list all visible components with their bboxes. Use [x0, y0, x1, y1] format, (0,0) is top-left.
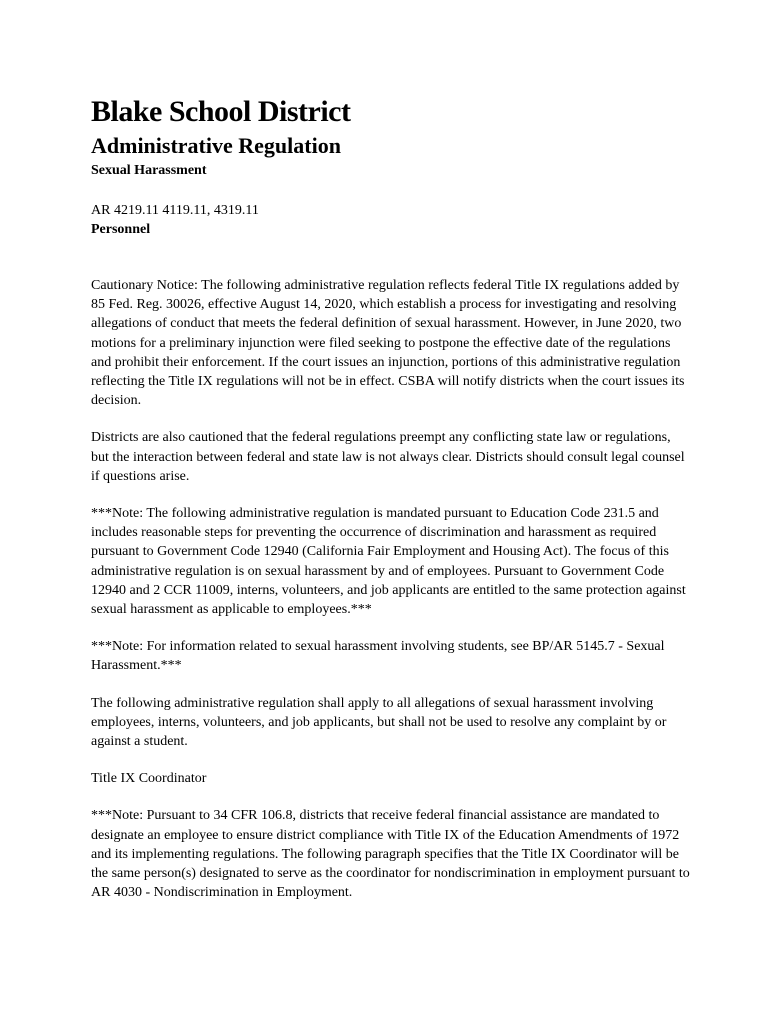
cautionary-notice-paragraph: Cautionary Notice: The following administrative regulation reflects federal Title IX regulations added by 85 Fed. Reg. 30026, effective August 14, 2020, which establish a process for investigating and resolving allegations of conduct that meets the federal definition of sexual harassment. However, in June 2020, two motions for a preliminary injunction were filed seeking to postpone the effective date of the regulations and prohibit their enforcement. If the court issues an injunction, portions of this administrative regulation reflecting the Title IX regulations will not be in effect. CSBA will notify districts when the court issues its decision. — [91, 278, 685, 409]
section-heading-title-ix-coordinator: Title IX Coordinator — [91, 771, 207, 787]
regulation-subtitle: Administrative Regulation — [91, 133, 341, 158]
students-note-paragraph: ***Note: For information related to sexual harassment involving students, see BP/AR 5145.7 - Sexual Harassment.*** — [91, 639, 665, 674]
regulation-category: Personnel — [91, 222, 151, 237]
district-title: Blake School District — [91, 95, 351, 128]
preemption-caution-paragraph: Districts are also cautioned that the federal regulations preempt any conflicting state law or regulations, but the interaction between federal and state law is not always clear. Districts should consult legal counsel if questions arise. — [91, 430, 685, 484]
regulation-topic: Sexual Harassment — [91, 163, 207, 178]
applicability-paragraph: The following administrative regulation shall apply to all allegations of sexual harassment involving employees, interns, volunteers, and job applicants, but shall not be used to resolve any complaint by or against a student. — [91, 695, 667, 750]
mandate-note-paragraph: ***Note: The following administrative regulation is mandated pursuant to Education Code 231.5 and includes reasonable steps for preventing the occurrence of discrimination and harassment as required pursuant to Government Code 12940 (California Fair Employment and Housing Act). The focus of this administrative regulation is on sexual harassment by and of employees. Pursuant to Government Code 12940 and 2 CCR 11009, interns, volunteers, and job applicants are entitled to the same protection against sexual harassment as applicable to employees.*** — [91, 506, 686, 618]
document-page — [91, 95, 691, 902]
title-ix-note-paragraph: ***Note: Pursuant to 34 CFR 106.8, districts that receive federal financial assistance are mandated to designate an employee to ensure district compliance with Title IX of the Education Amendments of 1972 and its implementing regulations. The following paragraph specifies that the Title IX Coordinator will be the same person(s) designated to serve as the coordinator for nondiscrimination in employment pursuant to AR 4030 - Nondiscrimination in Employment. — [91, 808, 690, 901]
regulation-code: AR 4219.11 4119.11, 4319.11 — [91, 203, 259, 218]
